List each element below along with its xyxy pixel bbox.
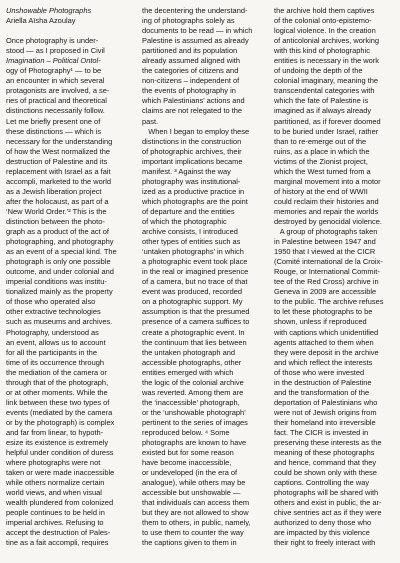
text-line: the continuum that lies between — [142, 337, 247, 347]
text-line: which photographs are the point — [142, 196, 248, 206]
text-line: while others normalize certain — [6, 478, 105, 488]
text-line: colonial imaginary, meaning the — [274, 76, 379, 86]
text-line: reproduced below. ⁴ Some — [142, 427, 230, 437]
text-line: taken or were made inaccessible — [6, 468, 115, 478]
text-line: Unshowable Photographs — [6, 6, 92, 15]
text-line: or at other moments. While the — [6, 387, 108, 397]
text-line: link between these two types of — [6, 397, 110, 407]
text-line: When I began to employ these — [142, 126, 250, 136]
text-line: claims are not relegated to the — [142, 106, 243, 116]
text-line: time of its occurrence through — [6, 357, 104, 367]
text-line: Photography, understood as — [6, 327, 99, 337]
text-line: protagonists are involved, a se- — [6, 86, 110, 96]
text-line: the archive hold them captives — [274, 6, 375, 15]
text-line: fact. The CICR is invested in — [274, 427, 369, 437]
text-line: analogue), while others may be — [142, 478, 246, 488]
text-line: and the transformation of the — [274, 387, 370, 397]
text-line: were not of Jewish origins from — [274, 407, 377, 417]
text-line: of photographic archives, their — [142, 146, 242, 156]
text-line: non-citizens – independent of — [142, 76, 240, 86]
text-line: already assumed aligned with — [142, 56, 240, 66]
text-line: victims of the Zionist project, — [274, 156, 368, 166]
text-line: for all the participants in the — [6, 347, 97, 357]
text-line: ogy of Photography¹ — to be — [6, 66, 102, 76]
text-line: their homeland into irreversible — [274, 417, 376, 427]
text-line: and hence, command that they — [274, 458, 377, 468]
text-line: that individuals can access them — [142, 498, 250, 508]
text-line: could be shown only with these — [274, 468, 377, 478]
text-line: the ‘inaccessible’ photograph, — [142, 397, 240, 407]
text-line: other types of entities such as — [142, 237, 241, 247]
text-line: accompli, marketed to the world — [6, 176, 111, 186]
text-line: 1950 that I viewed at the CICR — [274, 247, 376, 257]
text-line: in Palestine between 1947 and — [274, 237, 376, 247]
text-line: Let me briefly present one of — [6, 116, 101, 126]
text-line: assumption is that the presumed — [142, 307, 250, 317]
text-line: have become inaccessible, — [142, 458, 232, 468]
text-line: entities emerged with which — [142, 367, 234, 377]
text-line: the untaken photograph and — [142, 347, 236, 357]
text-line: and which reflect the interests — [274, 357, 373, 367]
text-line: in the real or imagined presence — [142, 267, 249, 277]
text-line: necessary for the understanding — [6, 136, 113, 146]
text-line: distinction between the photo- — [6, 216, 105, 226]
text-line: after the holocaust, as part of a — [6, 196, 109, 206]
text-line: Ariella Aïsha Azoulay — [6, 16, 76, 26]
text-line: authorized to deny those who — [274, 518, 372, 528]
text-line: logical violence. In the creation — [274, 26, 376, 36]
text-line: photographs will be shared with — [274, 488, 379, 498]
text-line: meaning of these photographs — [274, 448, 375, 458]
text-line: of how the West normalized the — [6, 146, 111, 156]
text-line: of anticolonial archives, working — [274, 36, 380, 46]
text-line: people continues to be held in — [6, 508, 105, 518]
text-line: distinctions in the construction — [142, 136, 242, 146]
text-line: Palestine is assumed as already — [142, 36, 249, 46]
text-line: of which the photographic — [142, 216, 227, 226]
text-line: an encounter in which several — [6, 76, 105, 86]
text-line: where photographs were not — [6, 458, 101, 468]
text-line: or the ‘unshowable photograph’ — [142, 407, 246, 417]
text-line: tee of the Red Cross) archive in — [274, 277, 379, 287]
text-line: photographs are known to have — [142, 438, 247, 448]
text-line: Imagination – Political Ontol- — [6, 56, 101, 66]
text-line: imperial conditions was institu- — [6, 277, 107, 287]
text-line: accessible but unshowable — — [142, 488, 241, 498]
text-line: documents to be read — in which — [142, 26, 253, 36]
text-line: of the colonial onto-epistemo- — [274, 16, 372, 26]
text-line: archive consists, I introduced — [142, 227, 238, 237]
text-line: tine as a fait accompli, requires — [6, 538, 109, 548]
text-line: them to others, in public, namely, — [142, 518, 251, 528]
text-line: distinctions necessarily follow. — [6, 106, 105, 116]
text-line: helpful under condition of duress — [6, 448, 114, 458]
text-line: of those who were invested — [274, 367, 365, 377]
text-line: as an event of a special kind. The — [6, 247, 117, 257]
text-line: chive sentries act as if they were — [274, 508, 382, 518]
text-line: which Palestinians’ actions and — [142, 96, 245, 106]
text-line: esize its existence is extremely — [6, 438, 109, 448]
text-line: than to re-emerge out of the — [274, 136, 367, 146]
text-line: stood — as I proposed in Civil — [6, 46, 105, 56]
text-line: the decentering the understand- — [142, 6, 248, 15]
text-line: was reverted. Among them are — [142, 387, 244, 397]
text-line: imagined as if always already — [274, 106, 372, 116]
text-line: A group of photographs taken — [274, 227, 378, 237]
text-line: the categories of citizens and — [142, 66, 239, 76]
text-line: accessible photographs, other — [142, 357, 242, 367]
text-line: destroyed by genocidal violence. — [274, 216, 382, 226]
text-line: which the West turned from a — [274, 166, 371, 176]
text-line: a photographic event took place — [142, 257, 248, 267]
text-line: of undoing the depth of the — [274, 66, 363, 76]
text-line: partitioned and its population — [142, 46, 238, 56]
text-line: in the destruction of Palestine — [274, 377, 372, 387]
text-line: Once photography is under- — [6, 36, 99, 46]
text-line: marginal movement into a motor — [274, 176, 381, 186]
text-line: on a photographic support. My — [142, 297, 243, 307]
text-line: could reclaim their histories and — [274, 196, 379, 206]
text-line: ing of photographs solely as — [142, 16, 235, 26]
text-line: agents attached to them when — [274, 337, 374, 347]
text-line: other extractive technologies — [6, 307, 101, 317]
text-line: presence of a camera suffices to — [142, 317, 250, 327]
text-line: the mediation of the camera or — [6, 367, 107, 377]
text-line: ‘untaken photographs’ in which — [142, 247, 244, 257]
text-line: events (mediated by the camera — [6, 407, 113, 417]
text-line: world views, and when visual — [6, 488, 102, 498]
text-line: (Comité international de la Croix- — [274, 257, 383, 267]
text-line: such as museums and archives. — [6, 317, 113, 327]
text-line: important implications became — [142, 156, 243, 166]
text-line: and far from linear, to hypoth- — [6, 427, 104, 437]
text-line: preserving these interests as the — [274, 438, 382, 448]
text-line — [6, 26, 126, 36]
text-line: or undeveloped (in the era of — [142, 468, 238, 478]
text-line: partitioned, as if forever doomed — [274, 116, 381, 126]
text-line: they were deposit in the archive — [274, 347, 379, 357]
text-line: wealth plundered from colonized — [6, 498, 114, 508]
text-line: outcome, and under colonial and — [6, 267, 114, 277]
text-column-2 — [142, 6, 262, 549]
text-line: transcendental categories with — [274, 86, 375, 96]
text-line: Geneva in 2009 are accessible — [274, 287, 377, 297]
text-line: of history at the end of WWII — [274, 186, 368, 196]
text-line: their right to freely interact with — [274, 538, 376, 548]
text-line: captions. Controlling the way — [274, 478, 370, 488]
text-line: with this kind of photographic — [274, 46, 370, 56]
text-line: of departure and the entities — [142, 206, 235, 216]
text-line: through that of the photograph, — [6, 377, 109, 387]
text-line: Rouge, or International Commit- — [274, 267, 380, 277]
text-line: the events of photography in — [142, 86, 236, 96]
text-line: ized as a productive practice in — [142, 186, 245, 196]
text-line: ruins, as a place in which the — [274, 146, 370, 156]
text-line: shown, unless if reproduced — [274, 317, 367, 327]
text-line: the logic of the colonial archive — [142, 377, 244, 387]
text-line: graph as a product of the act of — [6, 227, 109, 237]
text-line: these distinctions — which is — [6, 126, 102, 136]
text-line: accept the destruction of Pales- — [6, 528, 111, 538]
text-line: but they are not allowed to show — [142, 508, 249, 518]
text-line: photograph is only one possible — [6, 257, 111, 267]
text-line: imperial archives. Refusing to — [6, 518, 104, 528]
text-line: to use them to counter the way — [142, 528, 244, 538]
text-line: which the fate of Palestine is — [274, 96, 369, 106]
text-line: pertinent to the series of images — [142, 417, 248, 427]
text-line: of a camera, but no trace of that — [142, 277, 248, 287]
text-line: to the public. The archive refuses — [274, 297, 384, 307]
text-line: to be buried under Israel, rather — [274, 126, 379, 136]
text-line: destruction of Palestine and its — [6, 156, 108, 166]
text-line: existed but for some reason — [142, 448, 234, 458]
text-line: deportation of Palestinians who — [274, 397, 378, 407]
text-line: memories and repair the worlds — [274, 206, 379, 216]
text-line: others and exist in public, the ar- — [274, 498, 382, 508]
text-line: the captions given to them in — [142, 538, 237, 548]
text-line: replacement with Israel as a fait — [6, 166, 111, 176]
text-line: an event, allows us to account — [6, 337, 106, 347]
text-line: ries of practical and theoretical — [6, 96, 107, 106]
text-line: manifest. ³ Against the way — [142, 166, 231, 176]
text-line: of those who operated also — [6, 297, 96, 307]
text-line: event was produced, recorded — [142, 287, 243, 297]
text-line: are impacted by this violence — [274, 528, 370, 538]
text-line: to let these photographs to be — [274, 307, 373, 317]
text-line: entities is necessary in the work — [274, 56, 379, 66]
text-line: create a photographic event. In — [142, 327, 245, 337]
text-line: ‘New World Order.’² This is the — [6, 206, 107, 216]
text-line: as a Jewish liberation project — [6, 186, 102, 196]
text-line: past. — [142, 116, 159, 126]
text-line: or by the photograph) is complex — [6, 417, 115, 427]
text-column-3 — [274, 6, 394, 549]
text-line: photography was institutional- — [142, 176, 241, 186]
text-line: tionalized mainly as the property — [6, 287, 113, 297]
text-line: photographing, and photography — [6, 237, 114, 247]
text-line: with captions which unidentified — [274, 327, 379, 337]
text-column-1 — [6, 6, 126, 549]
